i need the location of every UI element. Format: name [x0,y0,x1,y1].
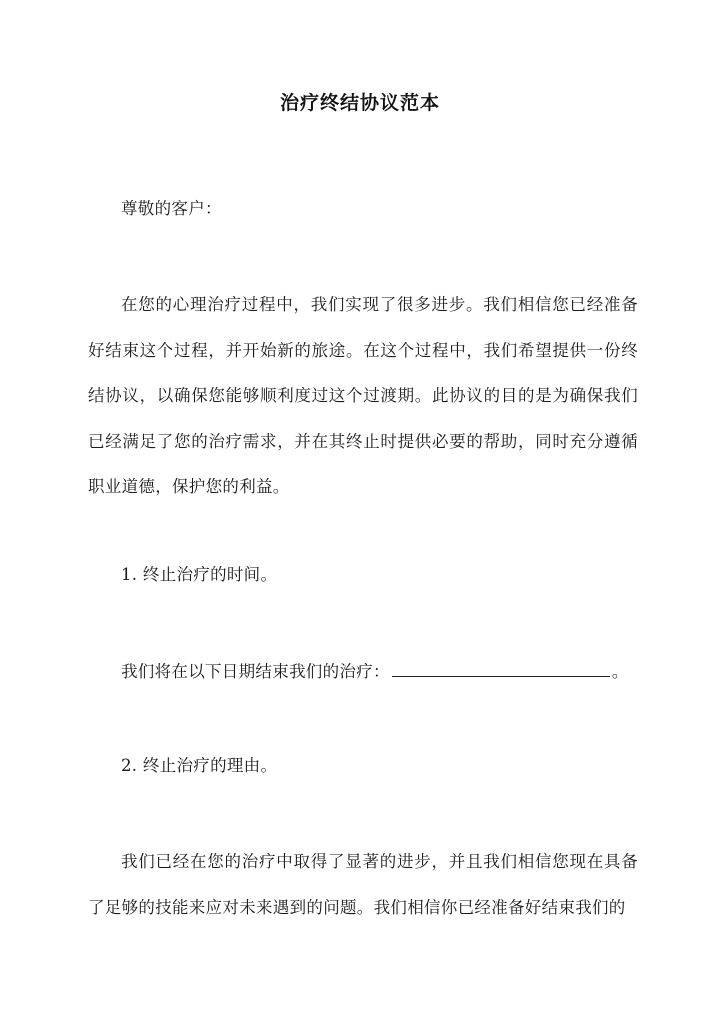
end-date-suffix: 。 [611,662,629,681]
end-date-label: 我们将在以下日期结束我们的治疗： [121,662,390,681]
section-1-heading: 1. 终止治疗的时间。 [121,565,278,584]
end-date-line [88,649,638,695]
reason-paragraph: 我们已经在您的治疗中取得了显著的进步，并且我们相信您现在具备了足够的技能来应对未来遇到的问题。我们相信你已经准备好结束我们的 [88,852,638,917]
greeting: 尊敬的客户： [121,199,222,218]
intro-paragraph: 在您的心理治疗过程中，我们实现了很多进步。我们相信您已经准备好结束这个过程，并开始新的旅途。在这个过程中，我们希望提供一份终结协议，以确保您能够顺利度过这个过渡期。此协议的目的是为确保我们已经满足了您的治疗需求，并在其终止时提供必要的帮助，同时充分遵循职业道德，保护您的利益。 [88,295,638,496]
section-2-heading: 2. 终止治疗的理由。 [121,756,278,775]
document-title: 治疗终结协议范本 [279,92,440,114]
end-date-blank[interactable] [392,660,610,677]
